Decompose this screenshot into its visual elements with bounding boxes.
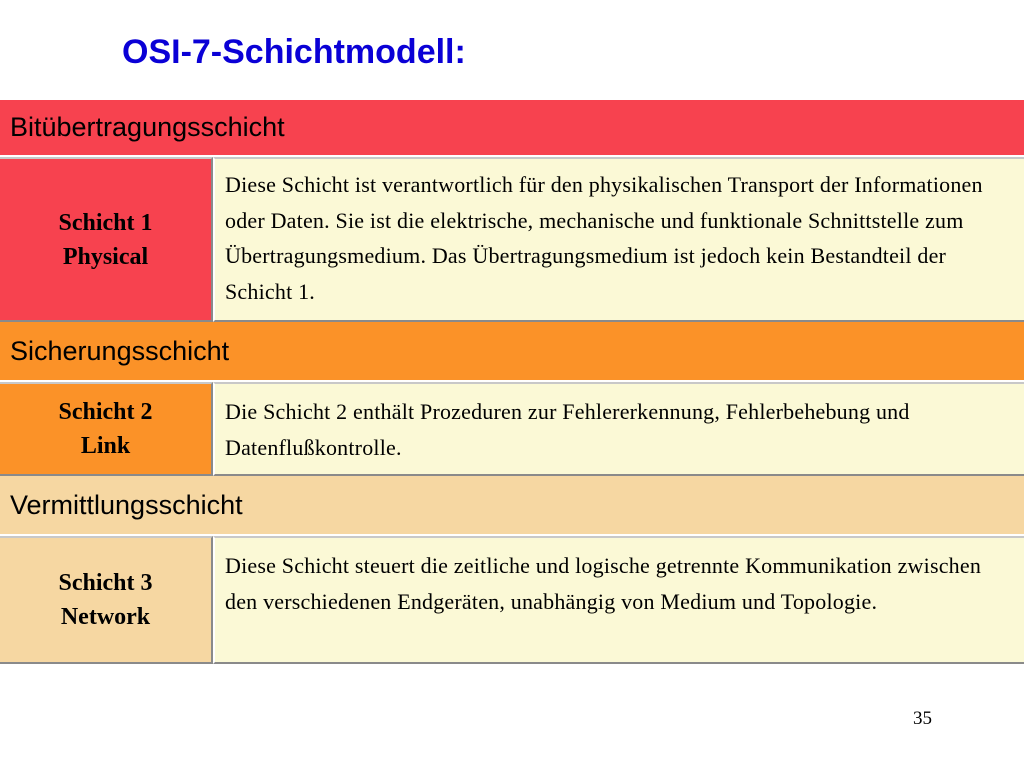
layer-3-number: Schicht 3 (58, 570, 153, 596)
layer-1-header: Bitübertragungsschicht (0, 100, 1024, 157)
layer-3-row (0, 536, 1024, 664)
layer-2-description: Die Schicht 2 enthält Prozeduren zur Fehlererkennung, Fehlerbehebung und Datenflußkontrolle. (213, 382, 1024, 476)
layer-3-label (0, 536, 213, 664)
page-number: 35 (913, 708, 932, 729)
layer-3-header: Vermittlungsschicht (0, 476, 1024, 536)
slide-title: OSI-7-Schichtmodell: (122, 33, 466, 71)
layer-1-row (0, 157, 1024, 322)
layer-2-number: Schicht 2 (58, 399, 153, 425)
osi-layer-table (0, 100, 1024, 664)
layer-1-description: Diese Schicht ist verantwortlich für den physikalischen Transport der Informationen oder Daten. Sie ist die elektrische, mechanische und funktionale Schnittstelle zum Übertragungsmedium. Das Übertragungsmedium ist jedoch kein Bestandteil der Schicht 1. (213, 157, 1024, 322)
layer-2-row (0, 382, 1024, 476)
layer-1-label (0, 157, 213, 322)
layer-2-label (0, 382, 213, 476)
layer-2-name: Link (80, 433, 131, 459)
layer-1-number: Schicht 1 (58, 209, 153, 236)
layer-1-name: Physical (62, 243, 149, 270)
layer-3-description: Diese Schicht steuert die zeitliche und logische getrennte Kommunikation zwischen den verschiedenen Endgeräten, unabhängig von Medium und Topologie. (213, 536, 1024, 664)
layer-2-header: Sicherungsschicht (0, 322, 1024, 382)
layer-3-name: Network (60, 604, 151, 630)
